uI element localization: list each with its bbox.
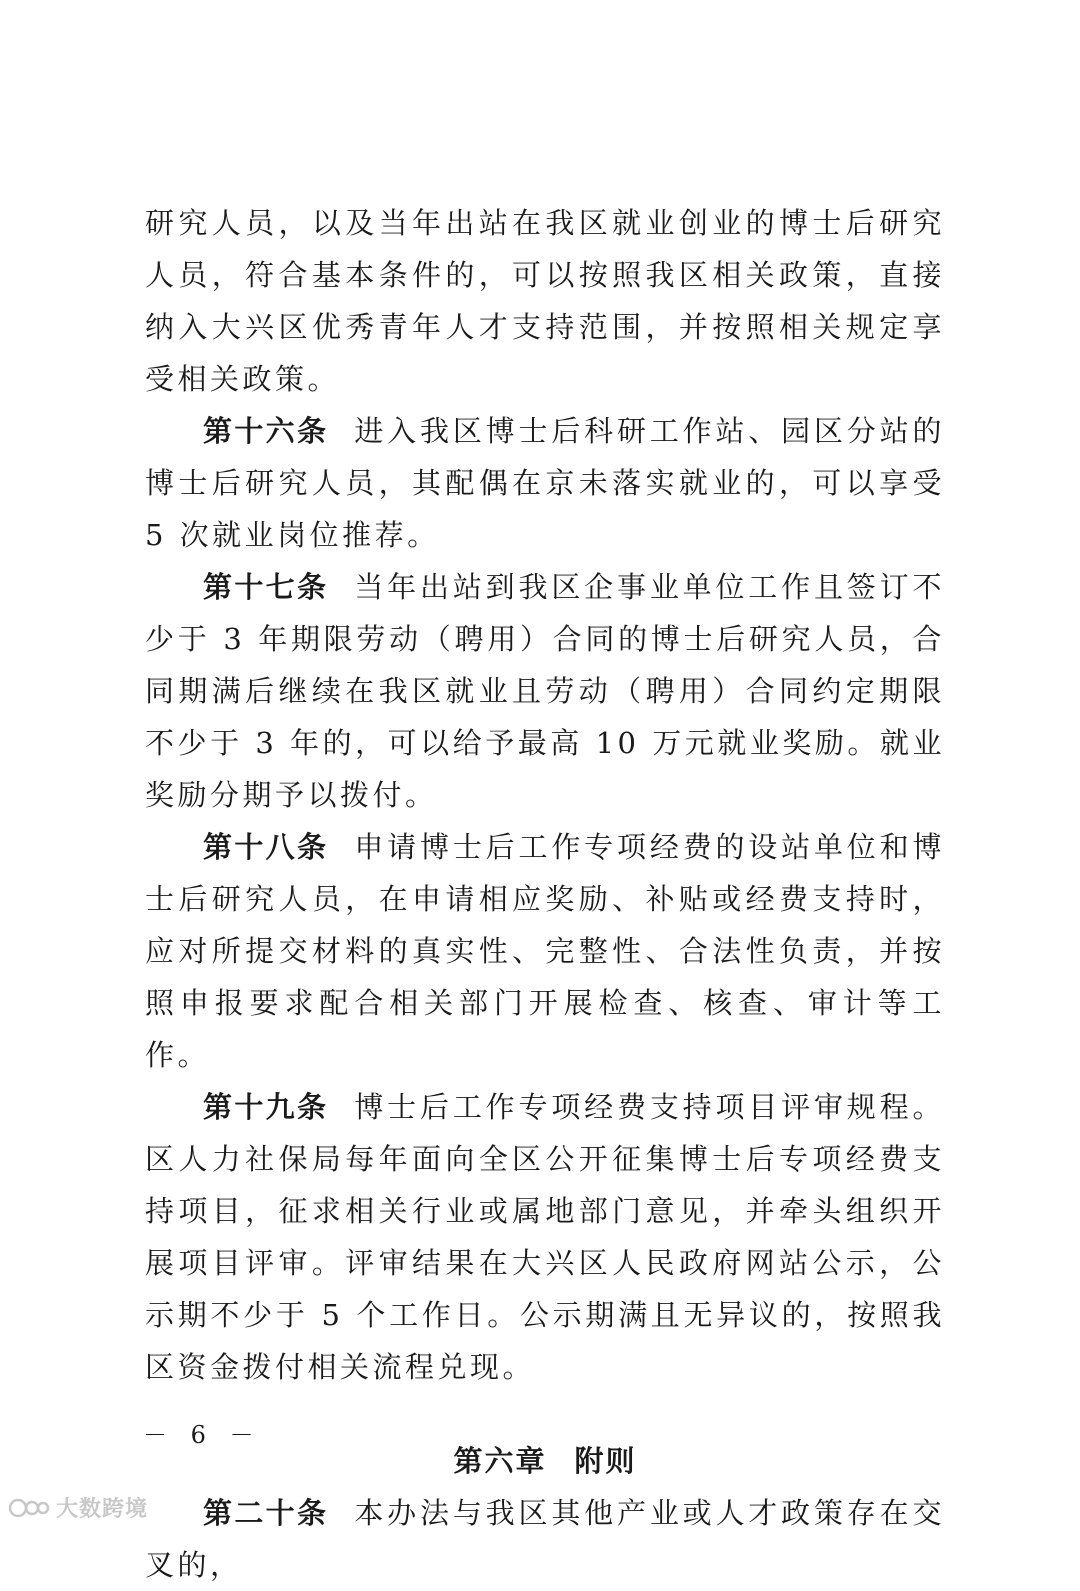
page-number: － 6 － (143, 1421, 262, 1449)
article-19 (145, 1081, 945, 1393)
article-number: 第十七条 (203, 570, 329, 604)
paragraph-text: 当年出站到我区企事业单位工作且签订不少于 3 年期限劳动（聘用）合同的博士后研究人员，合同期满后继续在我区就业且劳动（聘用）合同约定期限不少于 3 年的，可以给予最高 10 万元就业奖励。就业奖励分期予以拨付。 (145, 570, 945, 812)
watermark (8, 1492, 148, 1523)
chapter-title: 附则 (574, 1444, 637, 1478)
chapter-number: 第六章 (453, 1444, 547, 1478)
article-number: 第十九条 (203, 1090, 329, 1124)
logo-icon (8, 1496, 52, 1520)
paragraph-text: 博士后工作专项经费支持项目评审规程。区人力社保局每年面向全区公开征集博士后专项经费支持项目，征求相关行业或属地部门意见，并牵头组织开展项目评审。评审结果在大兴区人民政府网站公示，公示期不少于 5 个工作日。公示期满且无异议的，按照我区资金拨付相关流程兑现。 (145, 1090, 945, 1384)
article-number: 第二十条 (203, 1496, 329, 1530)
document-body (145, 197, 945, 1591)
article-number: 第十八条 (203, 830, 329, 864)
article-16 (145, 405, 945, 561)
paragraph-continuation (145, 197, 945, 405)
paragraph-text: 进入我区博士后科研工作站、园区分站的博士后研究人员，其配偶在京未落实就业的，可以享受 5 次就业岗位推荐。 (145, 414, 945, 552)
paragraph-text: 研究人员，以及当年出站在我区就业创业的博士后研究人员，符合基本条件的，可以按照我区相关政策，直接纳入大兴区优秀青年人才支持范围，并按照相关规定享受相关政策。 (145, 206, 945, 396)
paragraph-text: 申请博士后工作专项经费的设站单位和博士后研究人员，在申请相应奖励、补贴或经费支持时，应对所提交材料的真实性、完整性、合法性负责，并按照申报要求配合相关部门开展检查、核查、审计等工作。 (145, 830, 945, 1072)
paragraph-text: 本办法与我区其他产业或人才政策存在交叉的， (145, 1496, 945, 1582)
watermark-text: 大数跨境 (56, 1497, 149, 1522)
article-20 (145, 1487, 945, 1591)
article-18 (145, 821, 945, 1081)
chapter-heading (145, 1435, 945, 1487)
article-number: 第十六条 (203, 414, 329, 448)
article-17 (145, 561, 945, 821)
